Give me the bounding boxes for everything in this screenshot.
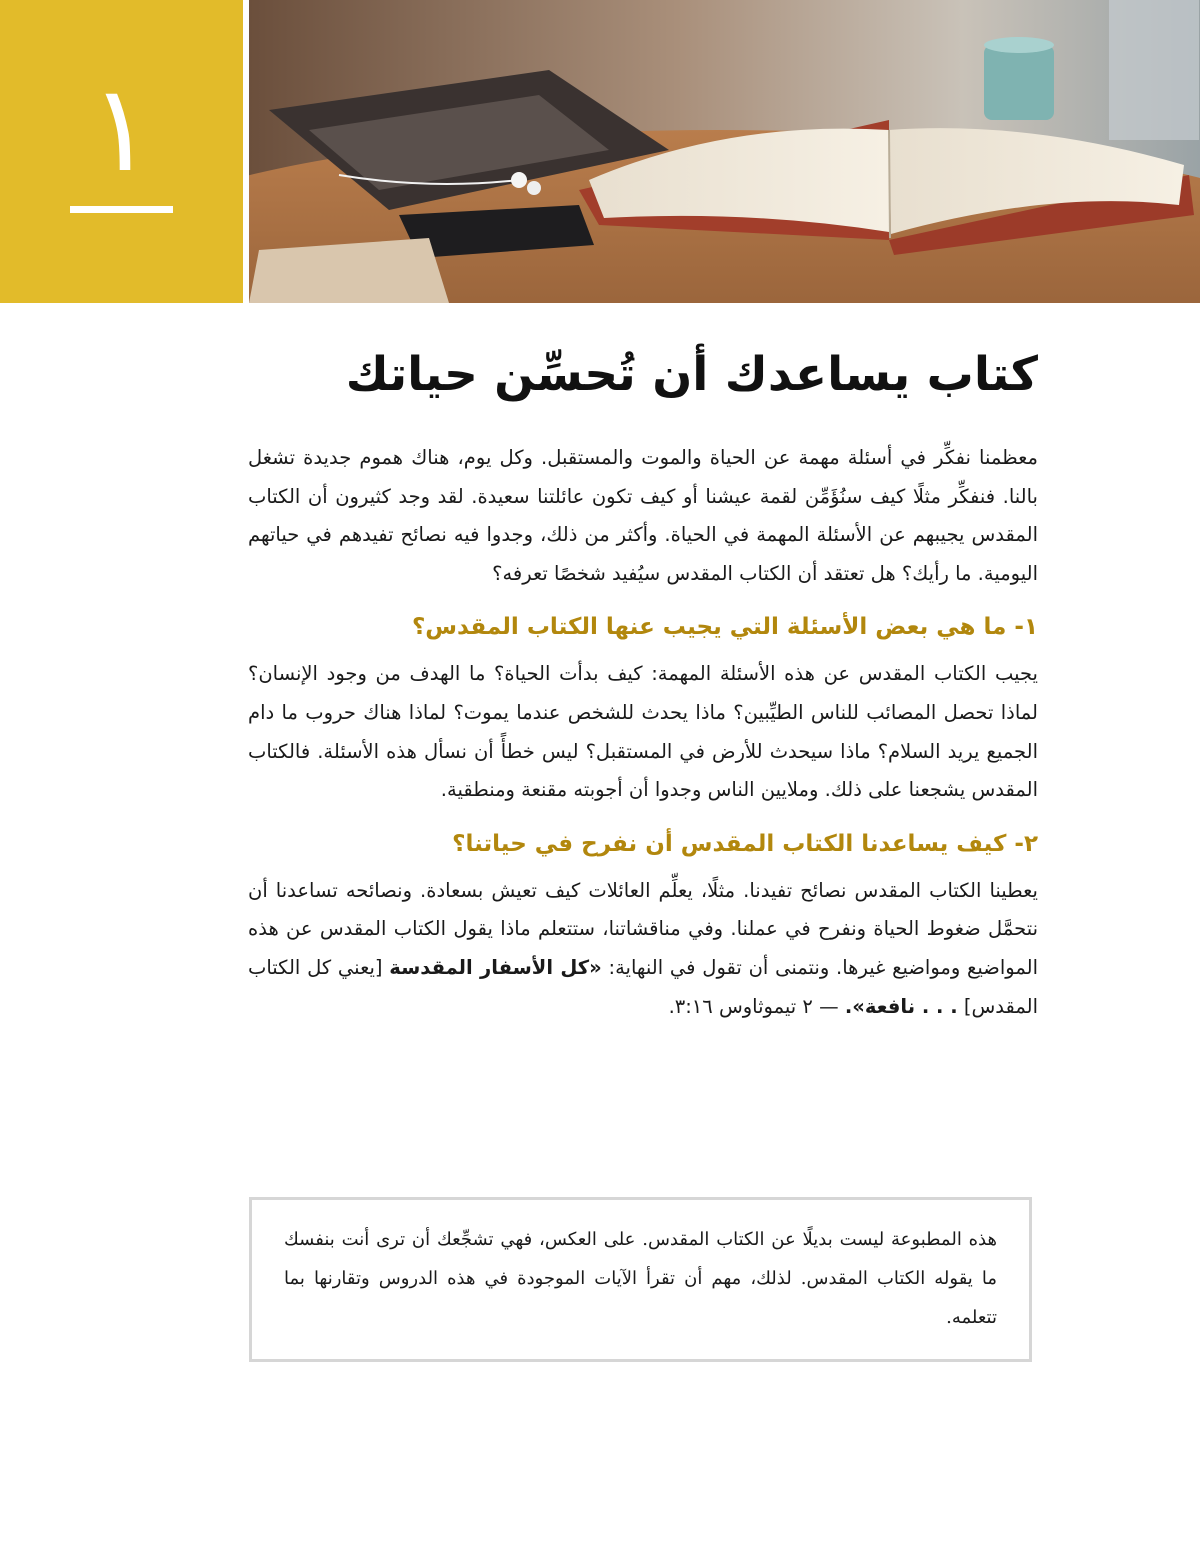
- section-1-body: يجيب الكتاب المقدس عن هذه الأسئلة المهمة: كيف بدأت الحياة؟ ما الهدف من وجود الإنسان؟ لماذا تحصل المصائب للناس الطيِّبين؟ ماذا يحدث للشخص عندما يموت؟ لماذا هناك حروب ما دام الجميع يريد السلام؟ ماذا سيحدث للأرض في المستقبل؟ ليس خطأً أن نسأل هذه الأسئلة. فالكتاب المقدس يشجعنا على ذلك. وملايين الناس وجدوا أن أجوبته مقنعة ومنطقية.: [248, 662, 1038, 802]
- lesson-number: ١: [89, 60, 154, 199]
- hero-image: [249, 0, 1200, 303]
- note-box: [249, 1197, 1032, 1362]
- section-2-body: [248, 872, 1038, 1026]
- intro-paragraph: معظمنا نفكِّر في أسئلة مهمة عن الحياة والموت والمستقبل. وكل يوم، هناك هموم جديدة تشغل بالنا. فنفكِّر مثلًا كيف سنُؤَمِّن لقمة عيشنا أو كيف تكون عائلتنا سعيدة. لقد وجد كثيرون أن الكتاب المقدس يجيبهم عن الأسئلة المهمة في الحياة. وأكثر من ذلك، وجدوا فيه نصائح تفيدهم في حياتهم اليومية. ما رأيك؟ هل تعتقد أن الكتاب المقدس سيُفيد شخصًا تعرفه؟: [248, 446, 1038, 585]
- lesson-content: [248, 325, 1038, 1026]
- hero-photo-open-bible: [249, 0, 1200, 303]
- note-text: هذه المطبوعة ليست بديلًا عن الكتاب المقدس. على العكس، فهي تشجِّعك أن ترى أنت بنفسك ما يقوله الكتاب المقدس. لذلك، مهم أن تقرأ الآيات الموجودة في هذه الدروس وتقارنها بما تتعلمه.: [284, 1229, 997, 1328]
- section-2-heading: ٢- كيف يساعدنا الكتاب المقدس أن نفرح في حياتنا؟: [452, 830, 1038, 857]
- scripture-quote-open: «كل الأسفار المقدسة: [389, 955, 602, 979]
- lesson-number-badge: [0, 0, 243, 303]
- section-2-body-text: يعطينا الكتاب المقدس نصائح تفيدنا. مثلًا، يعلِّم العائلات كيف تعيش بسعادة. ونصائحه تساعدنا أن نتحمَّل ضغوط الحياة ونفرح في عملنا. وفي مناقشاتنا، ستتعلم ماذا يقول الكتاب المقدس عن هذه المواضيع ومواضيع غيرها. ونتمنى أن تقول في النهاية:: [248, 878, 1038, 979]
- scripture-quote-insert: [يعني كل الكتاب المقدس]: [248, 955, 1038, 1018]
- lesson-number-underline: [70, 206, 173, 213]
- section-1-heading: ١- ما هي بعض الأسئلة التي يجيب عنها الكتاب المقدس؟: [411, 614, 1038, 641]
- scripture-quote-close: . . . نافعة».: [844, 994, 958, 1018]
- page-title: كتاب يساعدك أن تُحسِّن حياتك: [345, 347, 1038, 402]
- scripture-citation: — ٢ تيموثاوس ٣:١٦.: [668, 994, 845, 1018]
